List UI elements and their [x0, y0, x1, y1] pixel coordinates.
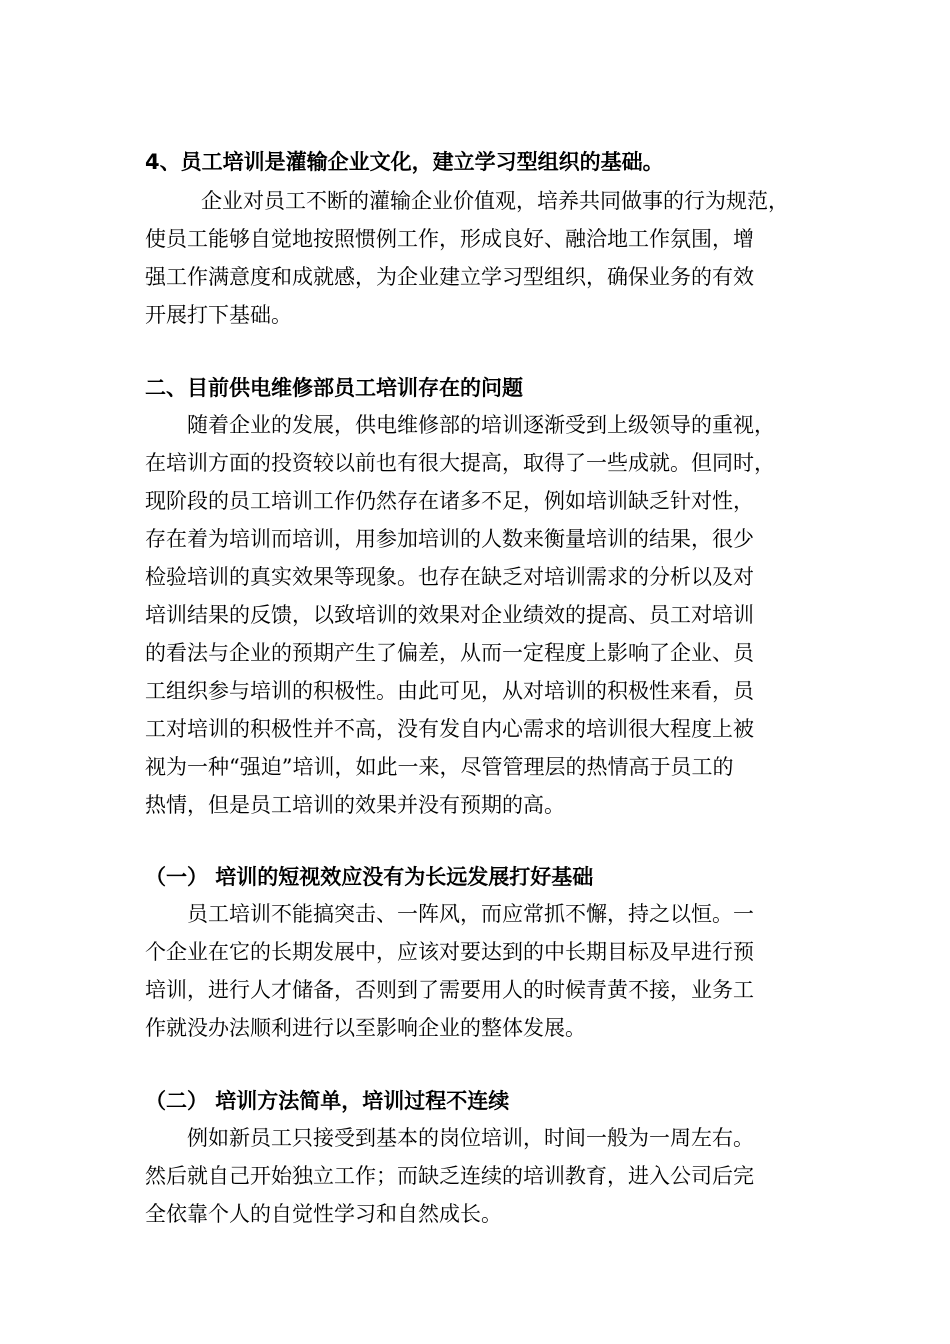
paragraph-line: 例如新员工只接受到基本的岗位培训，时间一般为一周左右。: [187, 1126, 754, 1150]
paragraph-line: 全依靠个人的自觉性学习和自然成长。: [145, 1202, 502, 1226]
paragraph-line: 使员工能够自觉地按照惯例工作，形成良好、融洽地工作氛围，增: [145, 227, 754, 251]
paragraph-line: 随着企业的发展，供电维修部的培训逐渐受到上级领导的重视，: [187, 413, 775, 437]
paragraph-line: 培训结果的反馈，以致培训的效果对企业绩效的提高、员工对培训: [145, 603, 754, 627]
paragraph-line: 存在着为培训而培训，用参加培训的人数来衡量培训的结果，很少: [145, 527, 754, 551]
paragraph-line: 企业对员工不断的灌输企业价值观，培养共同做事的行为规范，: [201, 189, 789, 213]
paragraph-line: 开展打下基础。: [145, 303, 292, 327]
paragraph-line: 培训，进行人才储备，否则到了需要用人的时候青黄不接，业务工: [145, 978, 754, 1002]
paragraph-line: 作就没办法顺利进行以至影响企业的整体发展。: [145, 1016, 586, 1040]
paragraph-line: 员工培训不能搞突击、一阵风，而应常抓不懈，持之以恒。一: [187, 902, 754, 926]
section-heading: 4、员工培训是灌输企业文化，建立学习型组织的基础。: [145, 150, 664, 174]
paragraph-line: 然后就自己开始独立工作；而缺乏连续的培训教育，进入公司后完: [145, 1164, 754, 1188]
paragraph-line: 个企业在它的长期发展中，应该对要达到的中长期目标及早进行预: [145, 940, 754, 964]
section-heading: （一） 培训的短视效应没有为长远发展打好基础: [145, 865, 594, 889]
paragraph-line: 的看法与企业的预期产生了偏差，从而一定程度上影响了企业、员: [145, 641, 754, 665]
section-heading: （二） 培训方法简单，培训过程不连续: [145, 1089, 510, 1113]
paragraph-line: 检验培训的真实效果等现象。也存在缺乏对培训需求的分析以及对: [145, 565, 754, 589]
paragraph-line: 视为一种“强迫”培训，如此一来，尽管管理层的热情高于员工的: [145, 755, 734, 779]
section-heading: 二、目前供电维修部员工培训存在的问题: [145, 376, 523, 400]
paragraph-line: 热情，但是员工培训的效果并没有预期的高。: [145, 793, 565, 817]
paragraph-line: 在培训方面的投资较以前也有很大提高，取得了一些成就。但同时，: [145, 451, 775, 475]
paragraph-line: 工对培训的积极性并不高，没有发自内心需求的培训很大程度上被: [145, 717, 754, 741]
paragraph-line: 强工作满意度和成就感，为企业建立学习型组织，确保业务的有效: [145, 265, 754, 289]
paragraph-line: 现阶段的员工培训工作仍然存在诸多不足，例如培训缺乏针对性，: [145, 489, 754, 513]
paragraph-line: 工组织参与培训的积极性。由此可见，从对培训的积极性来看，员: [145, 679, 754, 703]
